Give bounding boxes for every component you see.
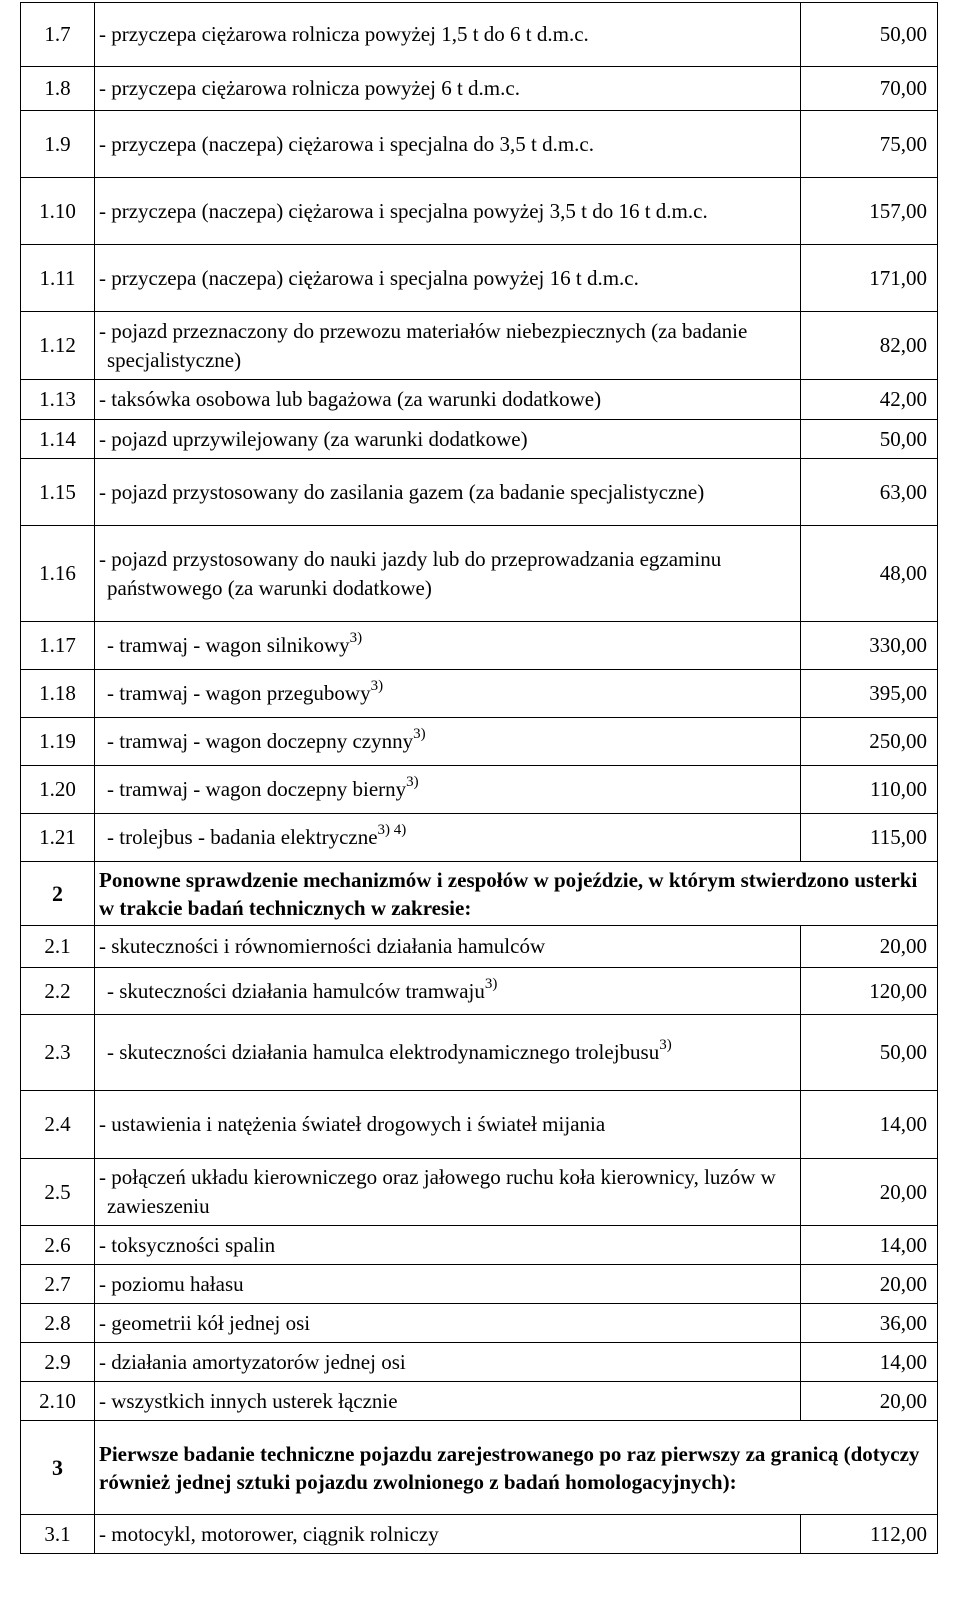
item-description-text: - pojazd przeznaczony do przewozu materiałów niebezpiecznych (za badanie specjalistyczne)	[99, 318, 748, 372]
table-row	[21, 459, 938, 526]
item-price: 20,00	[801, 926, 938, 968]
item-description	[95, 1091, 801, 1159]
item-description-text: - trolejbus - badania elektryczne	[107, 825, 378, 849]
item-price: 20,00	[801, 1265, 938, 1304]
table-row	[21, 526, 938, 622]
item-description-text: Ponowne sprawdzenie mechanizmów i zespołów w pojeździe, w którym stwierdzono usterki w trakcie badań technicznych w zakresie:	[99, 867, 918, 920]
item-price: 36,00	[801, 1304, 938, 1343]
table-row	[21, 1091, 938, 1159]
item-number: 2	[21, 862, 95, 926]
item-description	[95, 1304, 801, 1343]
item-description	[95, 1159, 801, 1226]
item-price: 14,00	[801, 1343, 938, 1382]
item-description-text: - taksówka osobowa lub bagażowa (za warunki dodatkowe)	[99, 387, 602, 411]
item-number: 1.10	[21, 178, 95, 245]
item-description-text: - przyczepa (naczepa) ciężarowa i specjalna powyżej 3,5 t do 16 t d.m.c.	[99, 198, 708, 223]
item-description	[95, 718, 801, 766]
item-description-text: - tramwaj - wagon doczepny czynny	[107, 729, 414, 753]
item-number: 3.1	[21, 1515, 95, 1554]
table-row	[21, 1515, 938, 1554]
table-row	[21, 178, 938, 245]
table-row	[21, 1343, 938, 1382]
item-description	[95, 67, 801, 111]
item-number: 1.19	[21, 718, 95, 766]
section-row	[21, 1421, 938, 1515]
item-description	[95, 380, 801, 420]
table-row	[21, 1265, 938, 1304]
item-number: 2.9	[21, 1343, 95, 1382]
item-number: 1.15	[21, 459, 95, 526]
item-description	[95, 178, 801, 245]
item-number: 1.7	[21, 3, 95, 67]
section-row	[21, 862, 938, 926]
item-number: 2.1	[21, 926, 95, 968]
item-description-text: - wszystkich innych usterek łącznie	[99, 1388, 398, 1413]
item-description-text: - ustawienia i natężenia świateł drogowych i świateł mijania	[99, 1112, 606, 1136]
item-price: 14,00	[801, 1226, 938, 1265]
item-description	[95, 459, 801, 526]
table-row	[21, 1382, 938, 1421]
table-row	[21, 926, 938, 968]
table-row	[21, 1015, 938, 1091]
item-price: 20,00	[801, 1159, 938, 1226]
item-description	[95, 766, 801, 814]
table-row	[21, 312, 938, 380]
table-row	[21, 1304, 938, 1343]
item-description-text: - przyczepa ciężarowa rolnicza powyżej 6 t d.m.c.	[99, 76, 520, 100]
item-number: 2.2	[21, 968, 95, 1015]
table-row	[21, 420, 938, 459]
item-description-text: - tramwaj - wagon doczepny bierny	[107, 777, 407, 801]
item-description	[95, 1421, 938, 1515]
item-number: 2.4	[21, 1091, 95, 1159]
item-number: 2.5	[21, 1159, 95, 1226]
item-description	[95, 1015, 801, 1091]
item-number: 1.8	[21, 67, 95, 111]
item-number: 1.20	[21, 766, 95, 814]
item-number: 2.6	[21, 1226, 95, 1265]
item-number: 2.3	[21, 1015, 95, 1091]
item-description	[95, 622, 801, 670]
item-price: 50,00	[801, 420, 938, 459]
item-description	[95, 245, 801, 312]
footnote-marker: 3)	[406, 774, 419, 790]
footnote-marker: 3)	[413, 726, 426, 742]
table-row	[21, 67, 938, 111]
table-row	[21, 622, 938, 670]
item-number: 1.14	[21, 420, 95, 459]
table-row	[21, 1226, 938, 1265]
table-row	[21, 718, 938, 766]
item-price: 14,00	[801, 1091, 938, 1159]
item-price: 82,00	[801, 312, 938, 380]
item-description	[95, 814, 801, 862]
item-number: 1.9	[21, 111, 95, 178]
item-number: 2.10	[21, 1382, 95, 1421]
fee-table-body	[21, 3, 938, 1554]
item-description	[95, 1343, 801, 1382]
item-description-text: - pojazd przystosowany do zasilania gazem (za badanie specjalistyczne)	[99, 479, 705, 504]
item-description-text: - połączeń układu kierowniczego oraz jałowego ruchu koła kierownicy, luzów w zawieszeniu	[99, 1165, 776, 1218]
item-number: 1.13	[21, 380, 95, 420]
footnote-marker: 3)	[484, 975, 498, 992]
item-price: 171,00	[801, 245, 938, 312]
item-description	[95, 420, 801, 459]
item-description-text: - toksyczności spalin	[99, 1232, 276, 1257]
item-price: 70,00	[801, 67, 938, 111]
item-description-text: - motocykl, motorower, ciągnik rolniczy	[99, 1521, 439, 1546]
item-description-text: - przyczepa (naczepa) ciężarowa i specjalna powyżej 16 t d.m.c.	[99, 265, 639, 290]
table-row	[21, 968, 938, 1015]
table-row	[21, 766, 938, 814]
item-price: 330,00	[801, 622, 938, 670]
table-row	[21, 670, 938, 718]
item-description-text: - skuteczności działania hamulców tramwaju	[107, 978, 485, 1003]
footnote-marker: 3) 4)	[377, 822, 407, 838]
table-row	[21, 111, 938, 178]
item-description-text: - pojazd przystosowany do nauki jazdy lub do przeprowadzania egzaminu państwowego (za warunki dodatkowe)	[99, 546, 722, 600]
item-number: 1.18	[21, 670, 95, 718]
item-description	[95, 526, 801, 622]
fee-table	[20, 2, 938, 1554]
item-description-text: - poziomu hałasu	[99, 1271, 244, 1296]
footnote-marker: 3)	[370, 678, 384, 694]
item-description-text: - tramwaj - wagon silnikowy	[107, 633, 350, 657]
table-row	[21, 814, 938, 862]
item-description	[95, 111, 801, 178]
item-price: 110,00	[801, 766, 938, 814]
item-description-text: - tramwaj - wagon przegubowy	[107, 681, 371, 705]
item-description-text: - działania amortyzatorów jednej osi	[99, 1349, 406, 1374]
footnote-marker: 3)	[349, 630, 363, 646]
item-number: 1.11	[21, 245, 95, 312]
item-description	[95, 926, 801, 968]
item-price: 48,00	[801, 526, 938, 622]
item-description	[95, 3, 801, 67]
item-description	[95, 968, 801, 1015]
item-price: 63,00	[801, 459, 938, 526]
item-number: 3	[21, 1421, 95, 1515]
item-price: 115,00	[801, 814, 938, 862]
item-description-text: - skuteczności i równomierności działania hamulców	[99, 934, 546, 958]
item-price: 20,00	[801, 1382, 938, 1421]
item-description	[95, 1265, 801, 1304]
item-price: 50,00	[801, 3, 938, 67]
table-row	[21, 380, 938, 420]
item-description	[95, 1515, 801, 1554]
item-number: 1.12	[21, 312, 95, 380]
item-description-text: - przyczepa (naczepa) ciężarowa i specjalna do 3,5 t d.m.c.	[99, 131, 594, 156]
footnote-marker: 3)	[659, 1037, 672, 1053]
item-description-text: - przyczepa ciężarowa rolnicza powyżej 1,5 t do 6 t d.m.c.	[99, 22, 589, 46]
item-description-text: Pierwsze badanie techniczne pojazdu zarejestrowanego po raz pierwszy za granicą (dotyczy również jednej sztuki pojazdu zwolnionego z badań homologacyjnych):	[99, 1441, 920, 1494]
item-price: 75,00	[801, 111, 938, 178]
item-description	[95, 312, 801, 380]
item-number: 1.21	[21, 814, 95, 862]
item-description	[95, 670, 801, 718]
item-description	[95, 1382, 801, 1421]
table-row	[21, 1159, 938, 1226]
item-number: 1.16	[21, 526, 95, 622]
item-price: 50,00	[801, 1015, 938, 1091]
item-description-text: - geometrii kół jednej osi	[99, 1310, 311, 1335]
item-description-text: - pojazd uprzywilejowany (za warunki dodatkowe)	[99, 426, 528, 451]
item-price: 395,00	[801, 670, 938, 718]
item-number: 2.8	[21, 1304, 95, 1343]
item-price: 250,00	[801, 718, 938, 766]
item-number: 2.7	[21, 1265, 95, 1304]
item-description	[95, 1226, 801, 1265]
item-price: 120,00	[801, 968, 938, 1015]
item-description	[95, 862, 938, 926]
item-price: 112,00	[801, 1515, 938, 1554]
item-price: 157,00	[801, 178, 938, 245]
table-row	[21, 245, 938, 312]
item-price: 42,00	[801, 380, 938, 420]
table-row	[21, 3, 938, 67]
item-number: 1.17	[21, 622, 95, 670]
item-description-text: - skuteczności działania hamulca elektrodynamicznego trolejbusu	[107, 1040, 660, 1064]
